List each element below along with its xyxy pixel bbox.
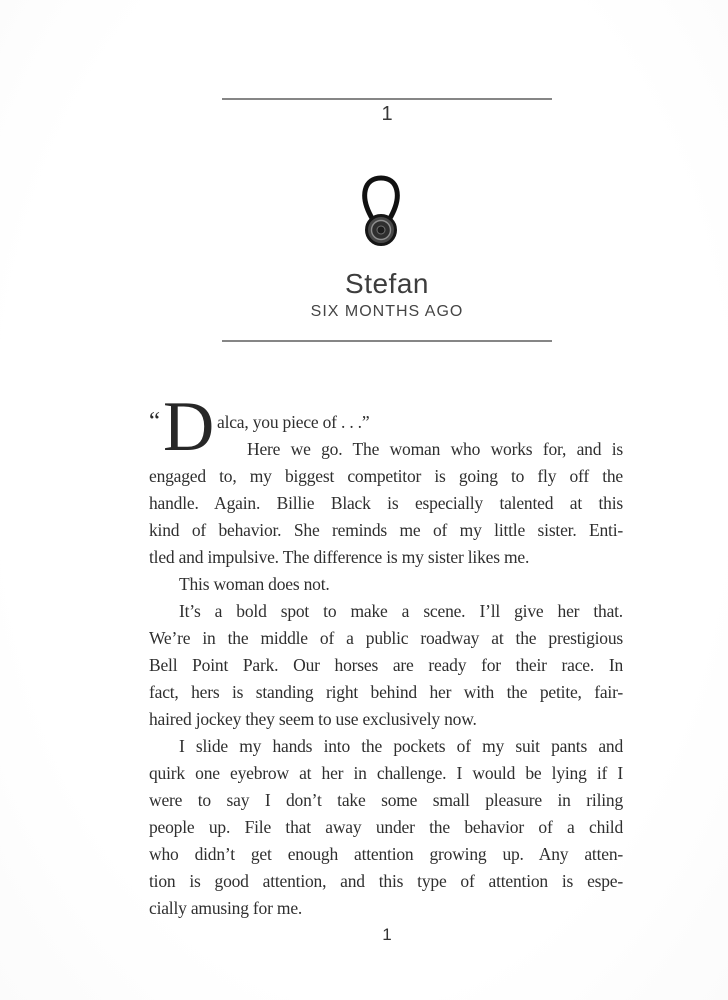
text-line: alca, you piece of . . .” <box>217 412 370 432</box>
text-line: haired jockey they seem to use exclusively now. <box>149 709 477 729</box>
chapter-number: 1 <box>381 103 393 125</box>
text-line: fact, hers is standing right behind her with the petite, fair- <box>149 682 623 702</box>
header-bottom-rule <box>222 340 552 342</box>
text-line: cially amusing for me. <box>149 898 303 918</box>
text-line: Bell Point Park. Our horses are ready for their race. In <box>149 655 623 675</box>
text-line: engaged to, my biggest competitor is going to fly off the <box>149 466 623 486</box>
text-line: tled and impulsive. The difference is my sister likes me. <box>149 547 530 567</box>
chapter-time-label: SIX MONTHS AGO <box>310 303 464 320</box>
header-top-rule <box>222 98 552 100</box>
text-line: kind of behavior. She reminds me of my little sister. Enti- <box>149 520 623 540</box>
text-line: tion is good attention, and this type of attention is espe- <box>149 871 623 891</box>
chapter-character-name: Stefan <box>345 268 429 299</box>
text-line: handle. Again. Billie Black is especially talented at this <box>149 493 623 513</box>
text-line: were to say I don’t take some small pleasure in riling <box>149 790 623 810</box>
text-line: I slide my hands into the pockets of my suit pants and <box>179 736 623 756</box>
page-number: 1 <box>382 925 392 944</box>
text-line: We’re in the middle of a public roadway at the prestigious <box>149 628 623 648</box>
text-line: quirk one eyebrow at her in challenge. I would be lying if I <box>149 763 623 783</box>
necklace-medallion-icon <box>354 174 408 255</box>
text-line: who didn’t get enough attention growing up. Any atten- <box>149 844 623 864</box>
text-line: people up. File that away under the behavior of a child <box>149 817 623 837</box>
body-text <box>149 388 623 922</box>
text-line: This woman does not. <box>179 574 330 594</box>
drop-cap-letter: D <box>163 388 215 466</box>
text-line: It’s a bold spot to make a scene. I’ll give her that. <box>179 601 623 621</box>
text-line: Here we go. The woman who works for, and is <box>247 439 623 459</box>
drop-cap-open-quote: “ <box>149 408 161 435</box>
drop-cap <box>149 388 217 466</box>
